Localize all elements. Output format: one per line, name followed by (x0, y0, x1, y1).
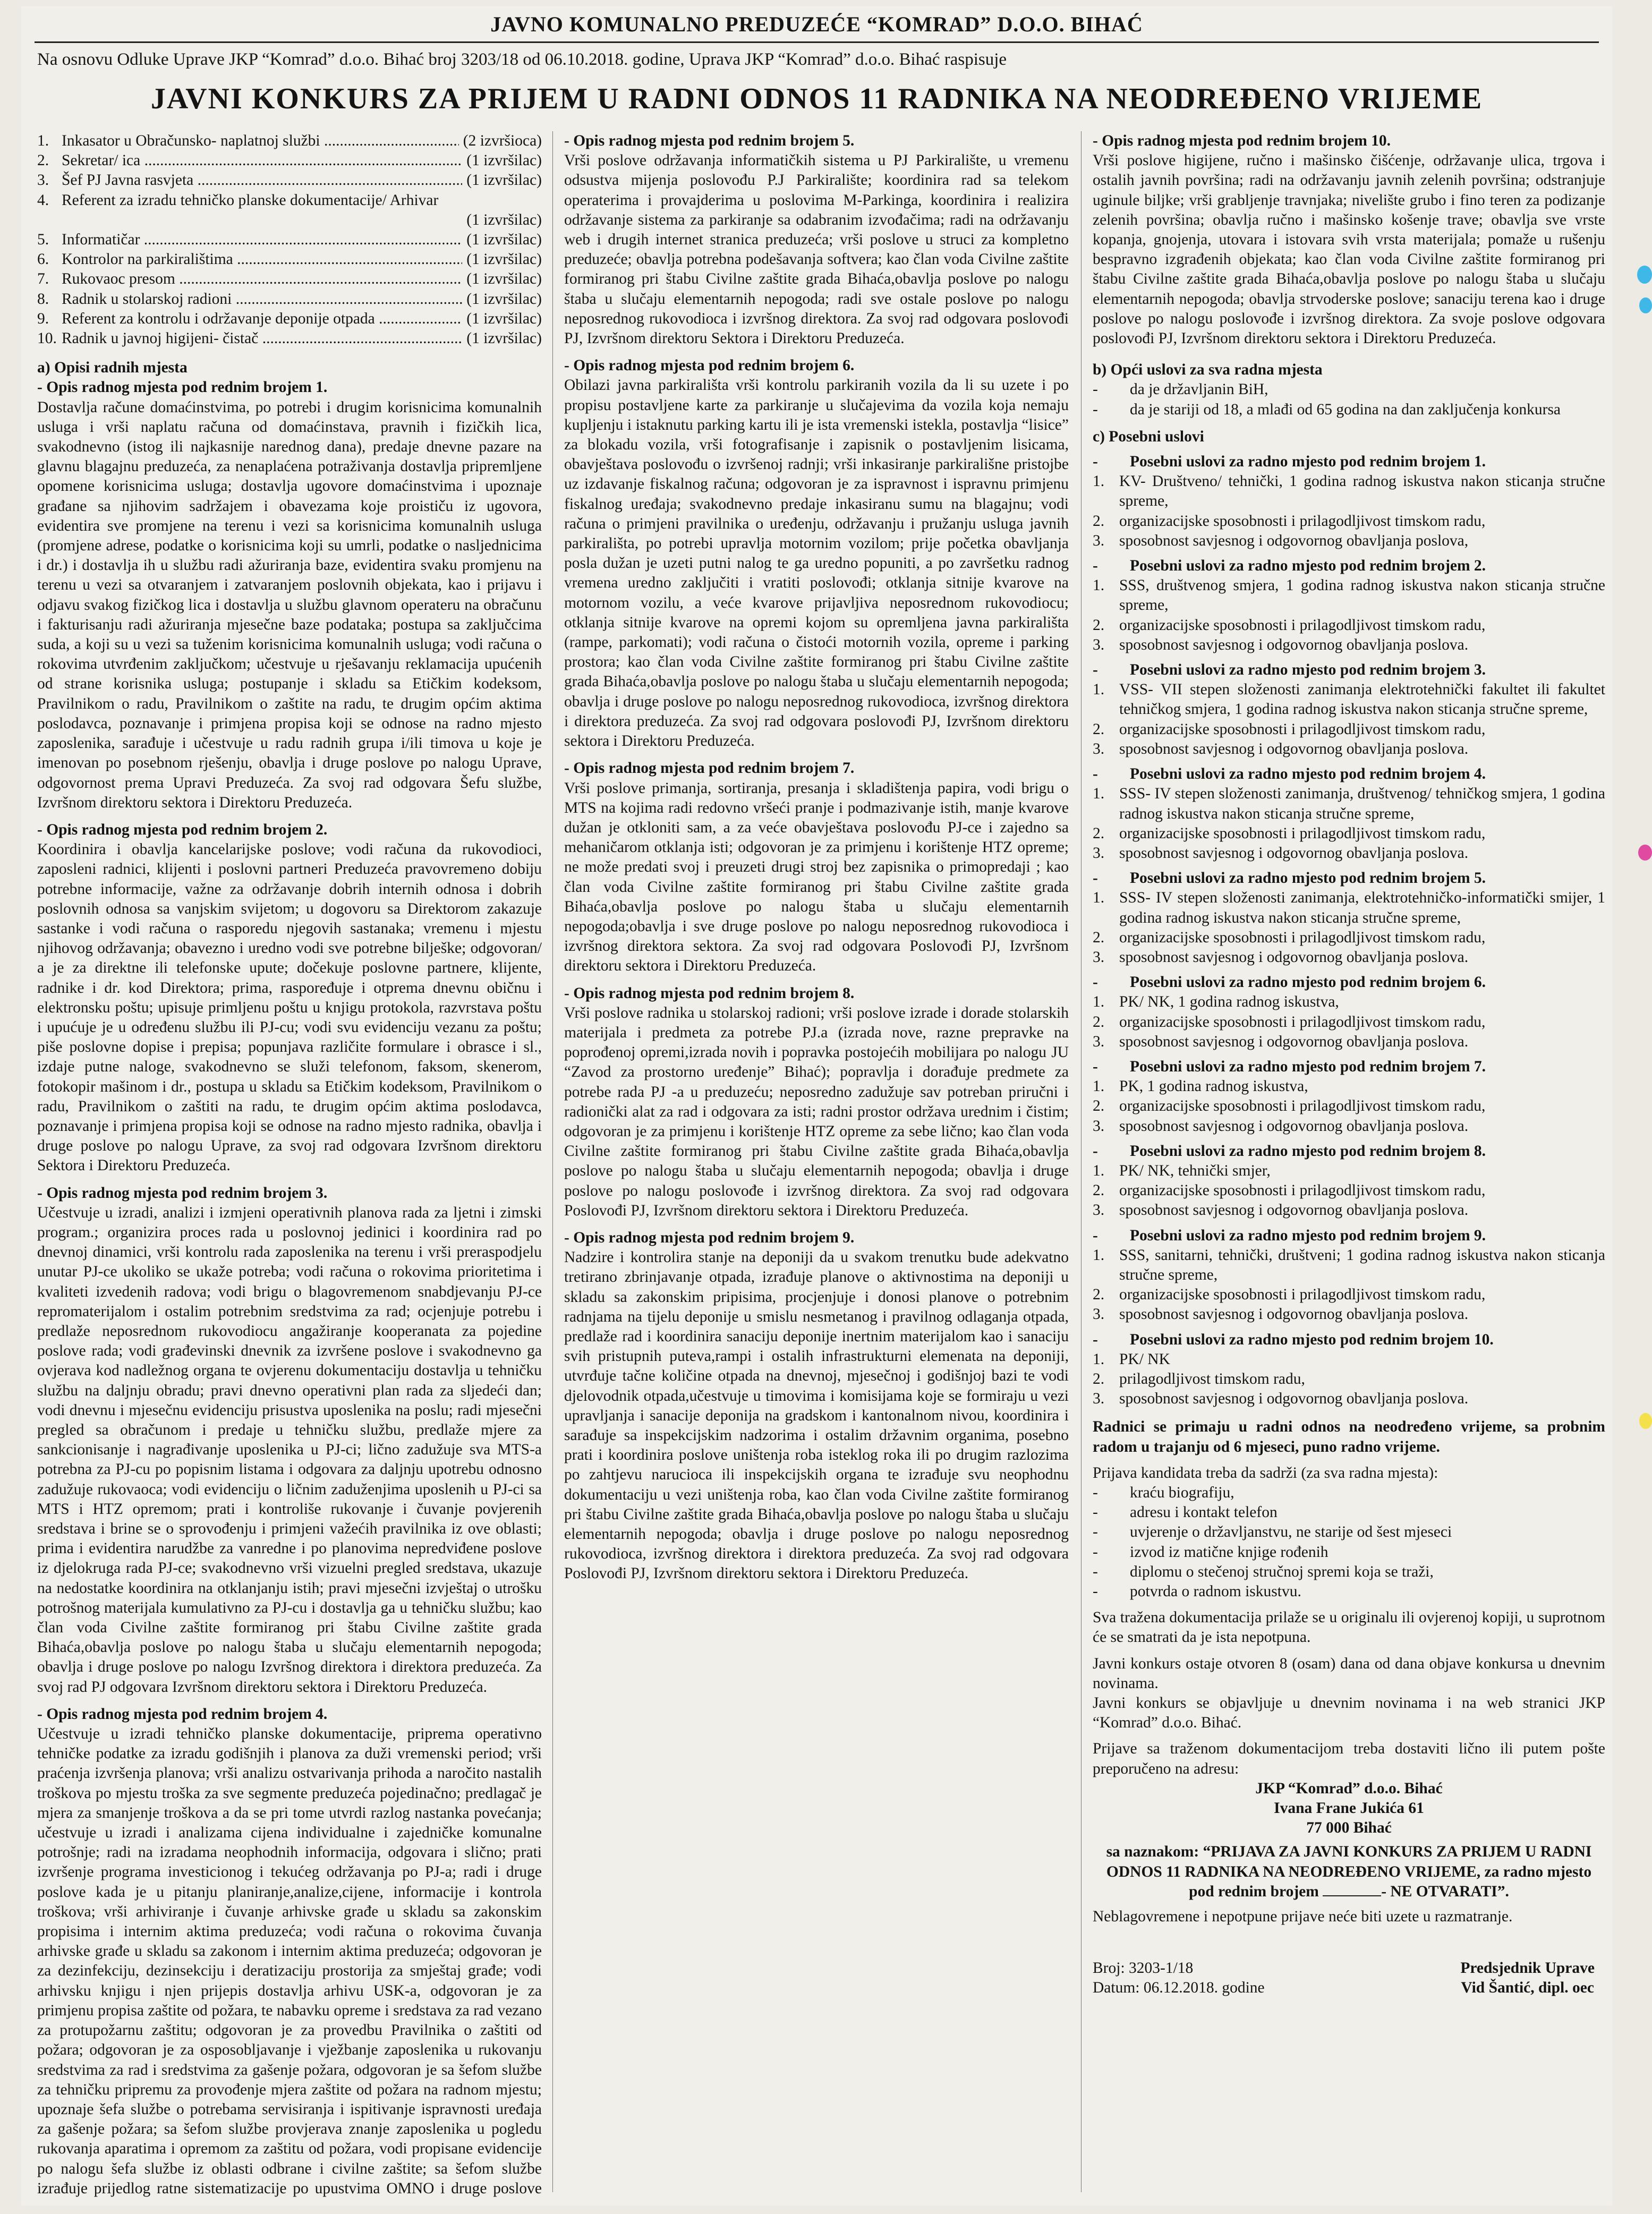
application-item-text: potvrda o radnom iskustvu. (1130, 1583, 1301, 1600)
organization-name: JAVNO KOMUNALNO PREDUZEĆE “KOMRAD” D.O.O. BIHAĆ (490, 12, 1143, 36)
description-text: Učestvuje u izradi tehničko planske dokumentacije, priprema operativno tehničke podatke za izradu godišnjih i planova za duži vremenski period; vrši praćenja izvršenja planova; vrši analizu ostvarivanja prihoda a naročito nastalih troškova po mjestu troška za sve segmente preduzeća pojedinačno; predlagač je mjera za smanjenje troškova a da se pri tome utvrdi razlog nastanka povećanja; učestvuje u izradi i analizama cijena individualne i zajedničke komunalne potrošnje; radi na izradama neophodnih informacija, odgovara i slično; prati izvršenje programa investicionog i tekućeg održavanja po PJ-a; radi i druge poslove kada je u pitanju planiranje,analize,cijene, informacije i kontrola troškova; vrši arhiviranje i čuvanje arhivske građe u skladu sa zakonskim propisima i internim aktima preduzeća; vodi računa o rokovima čuvanja arhivske građe u skladu sa zakonom i internim aktima preduzeća; odgovoran je za dezinfekciju, dezinsekciju i deratizaciju prostorija za smještaj građe; vodi arhivsku knjigu i njen prijepis dostavlja arhivu USK-a, odgovoran je za primjenu propisa zaštite od požara, te nabavku opreme i sredstava za rad vezano za protupožarnu zaštitu; odgovoran je za provedbu Pravilnika o zaštiti od požara; odgovoran je za osposobljavanje i vježbanje zaposlenika u rukovanju sredstvima za rad i sredstvima za gašenje požara, odgovoran je sa šefom službe za tehničku pripremu za provođenje mjera zaštite od požara na radnom mjestu; upoznaje šefa službe o potrebama servisiranja i ispitivanje ispravnosti uređaja za gašenje požara; sa šefom službe provjerava znanje zaposlenika u pogledu rukovanja aparatima i opremom za zaštitu od požara, vodi propisane evidencije po nalogu šefa službe iz oblasti odbrane i civilne zaštite; sa šefom službe izrađuje prijedlog ratne sistematizacije po upustvima OMNO i druge poslove (37, 1725, 542, 2197)
application-item-text: diplomu o stečenoj stručnoj spremi koja se traži, (1130, 1563, 1434, 1580)
position-number: 9. (37, 310, 49, 327)
application-item: - uvjerenje o državljanstvu, ne starije od šest mjeseci (1093, 1522, 1605, 1542)
position-number: 2. (37, 152, 49, 169)
special-condition-item: 2. organizacijske sposobnosti i prilagodljivost timskom radu, (1093, 1012, 1605, 1032)
envelope-marking (1093, 1842, 1605, 1902)
general-condition: - da je stariji od 18, a mlađi od 65 godina na dan zaključenja konkursa (1093, 400, 1605, 420)
column-2 (564, 131, 1069, 2198)
special-condition-item: 2. organizacijske sposobnosti i prilagodljivost timskom radu, (1093, 512, 1605, 531)
special-condition-item: 3. sposobnost savjesnog i odgovornog obavljanja poslova. (1093, 948, 1605, 967)
special-condition-item: 2. organizacijske sposobnosti i prilagodljivost timskom radu, (1093, 824, 1605, 844)
application-item-text: uvjerenje o državljanstvu, ne starije od šest mjeseci (1130, 1523, 1452, 1541)
position-number: 6. (37, 251, 49, 268)
special-condition-heading: - Posebni uslovi za radno mjesto pod rednim brojem 7. (1093, 1057, 1605, 1077)
special-condition-item: 1. PK/ NK, tehnički smjer, (1093, 1161, 1605, 1181)
position-item (37, 230, 542, 250)
special-condition-text: KV- Društveno/ tehnički, 1 godina radnog iskustva nakon sticanja stručne spreme, (1119, 473, 1605, 510)
position-count: (1 izvršilac) (466, 290, 542, 308)
special-condition-heading: - Posebni uslovi za radno mjesto pod rednim brojem 8. (1093, 1142, 1605, 1161)
special-condition-item: 2. organizacijske sposobnosti i prilagodljivost timskom radu, (1093, 1181, 1605, 1200)
position-item (37, 250, 542, 269)
application-item: - kraću biografiju, (1093, 1483, 1605, 1503)
position-item (37, 289, 542, 309)
publication-note: Javni konkurs se objavljuje u dnevnim novinama i na web stranici JKP “Komrad” d.o.o. Bihać. (1093, 1694, 1605, 1732)
special-condition-item: 1. PK/ NK (1093, 1350, 1605, 1369)
special-condition-text: PK/ NK, tehnički smjer, (1119, 1162, 1271, 1179)
position-count: (1 izvršilac) (466, 231, 542, 249)
position-name: Inkasator u Obračunsko- naplatnoj službi ..... (62, 131, 459, 151)
condition-text: da je stariji od 18, a mlađi od 65 godina na dan zaključenja konkursa (1130, 401, 1561, 418)
position-name: Šef PJ Javna rasvjeta ..... (62, 171, 462, 190)
special-condition-text: sposobnost savjesnog i odgovornog obavljanja poslova. (1119, 1202, 1469, 1219)
special-condition-text: PK/ NK, 1 godina radnog iskustva, (1119, 993, 1339, 1011)
position-number: 10. (37, 330, 57, 347)
special-condition-text: organizacijske sposobnosti i prilagodljivost timskom radu, (1119, 720, 1486, 738)
special-condition-text: PK/ NK (1119, 1350, 1170, 1368)
document-number: Broj: 3203-1/18 (1093, 1960, 1194, 1977)
position-count: (1 izvršilac) (466, 270, 542, 288)
position-count: (1 izvršilac) (466, 251, 542, 268)
special-condition-text: organizacijske sposobnosti i prilagodljivost timskom radu, (1119, 1286, 1486, 1304)
signer (1460, 1958, 1605, 1998)
special-condition-heading-text: Posebni uslovi za radno mjesto pod rednim brojem 7. (1130, 1058, 1486, 1075)
special-condition-text: PK, 1 godina radnog iskustva, (1119, 1078, 1308, 1095)
special-condition-item: 3. sposobnost savjesnog i odgovornog obavljanja poslova, (1093, 531, 1605, 551)
delivery-note: Prijave sa traženom dokumentacijom treba dostaviti lično ili putem pošte preporučeno na adresu: (1093, 1740, 1605, 1777)
description-heading: - Opis radnog mjesta pod rednim brojem 5. (564, 132, 855, 149)
special-condition-item: 1. PK/ NK, 1 godina radnog iskustva, (1093, 992, 1605, 1012)
description-heading: - Opis radnog mjesta pod rednim brojem 10. (1093, 132, 1391, 149)
special-condition-text: SSS- IV stepen složenosti zanimanja, elektrotehničko-informatički smijer, 1 godina radnog iskustva nakon sticanja stručne spreme, (1119, 889, 1605, 926)
general-condition: - da je državljanin BiH, (1093, 380, 1605, 399)
announcement-title: JAVNI KONKURS ZA PRIJEM U RADNI ODNOS 11 RADNIKA NA NEODREĐENO VRIJEME (150, 82, 1483, 115)
application-items (1093, 1483, 1605, 1602)
description-text: Nadzire i kontrolira stanje na deponiji da u svakom trenutku bude adekvatno tretirano zbrinjavanje otpada, izrađuje planove o aktivnostima na deponiji u skladu sa zakonskim pripisima, procjenjuje i donosi planove o potrebnim radnjama na tijelu deponije u smislu nesmetanog i pravilnog odlaganja otpada, predlaže rad i koordinira sanaciju deponije inertnim materijalom kao i sanaciju svih pristupnih puteva,rampi i ostalih infrastrukturni elemenata na deponiji, utvrđuje tačne količine otpada na dnevnoj, mjesečnoj i godišnjoj bazi te vodi djelovodnik otpada,učestvuje u timovima i komisijama koje se formiraju u vezi upravljanja i sanacije deponija na gradskom i kantonalnom nivou, koordinira i sarađuje sa inspekcijskim nadzorima i ostalim državnim organima, posebno prati i koordinira poslove uništenja roba isteklog roka ili po drugim razlozima po zahtjevu narucioca ili inspekcijskih organa te izrađuje svu neophodnu dokumentaciju u vezi uništenja roba, kao član voda Civilne zaštite formiranog pri štabu Civilne zaštite grada Bihaća,obavlja poslove po nalogu štaba u slučaju elementarnih nepogoda; obavlja i druge poslove po nalogu neposrednog rukovodioca, izvršnog direktora i direktora preduzeća. Za svoj rad odgovara Poslovođi PJ, Izvršnom direktoru sektora i Direktoru Preduzeća. (564, 1249, 1069, 1582)
description-heading: - Opis radnog mjesta pod rednim brojem 9. (564, 1229, 855, 1246)
special-condition-item: 2. organizacijske sposobnosti i prilagodljivost timskom radu, (1093, 720, 1605, 739)
description-text: Vrši poslove primanja, sortiranja, presanja i skladištenja papira, vodi brigu o MTS na kojima radi redovno vršeći pranje i podmazivanje istih, manje kvarove dužan je otkloniti sam, a za veće obavještava poslovođu PJ-ce i zajedno sa mehaničarom otklanja isti; odgovoran je za primjenu i korištenje HTZ opreme; ne može predati svoj i preuzeti drugi stroj bez zapisnika o primopredaji ; kao član voda Civilne zaštite formiranog pri štabu Civilne zaštite grada Bihaća,obavlja poslove po nalogu štaba u slučaju elementarnih nepogoda;obavlja i sve druge poslove po nalogu neposrednog rukovodioca i izvršnog direktora sektora. Za svoj rad odgovara Poslovođi PJ, Izvršnom direktoru sektora i Direktoru Preduzeća. (564, 779, 1069, 975)
special-condition-text: sposobnost savjesnog i odgovornog obavljanja poslova. (1119, 740, 1469, 757)
documents-note: Sva tražena dokumentacija prilaže se u originalu ili ovjerenoj kopiji, u suprotnom će se smatrati da je ista nepotpuna. (1093, 1609, 1605, 1646)
position-count: (1 izvršilac) (466, 310, 542, 327)
special-condition-text: sposobnost savjesnog i odgovornog obavljanja poslova. (1119, 844, 1469, 862)
special-condition-item: 2. organizacijske sposobnosti i prilagodljivost timskom radu, (1093, 928, 1605, 948)
document-reference (1093, 1958, 1265, 1998)
special-condition-item: 2. organizacijske sposobnosti i prilagodljivost timskom radu, (1093, 1285, 1605, 1305)
newspaper-page (21, 6, 1612, 2206)
description-heading: - Opis radnog mjesta pod rednim brojem 4. (37, 1705, 328, 1723)
special-condition-item: 1. SSS, sanitarni, tehnički, društveni; 1 godina radnog iskustva nakon sticanja stručne spreme, (1093, 1246, 1605, 1285)
position-number: 3. (37, 172, 49, 189)
description-text: Koordinira i obavlja kancelarijske poslove; vodi računa da rukovodioci, zaposleni radnici, klijenti i poslovni partneri Preduzeća pravovremeno dobiju potrebne informacije, važne za održavanje dobrih internih odnosa i dobrih poslovnih odnosa sa vanjskim svijetom; u dogovoru sa Direktorom zakazuje sastanke i vodi računa o rasporedu njegovih sastanaka; vremenu i mjestu njihovog održavanja; obavezno i uredno vodi sve potrebne bilješke; odgovoran/ a je za direktne ili telefonske upute; dočekuje poslovne partnere, klijente, radnike i dr. kod Direktora; prima, raspoređuje i otprema dnevnu običnu i elektronsku poštu; upisuje primljenu poštu u knjigu protokola, razvrstava poštu i upućuje je u određenu službu ili PJ-cu; vodi svu evidenciju vezanu za poštu; piše poslovne dopise i prepisa; popunjava različite formulare i obrasce i sl., izdaje putne naloge, svakodnevno se služi telefonom, faksom, skenerom, fotokopir mašinom i dr., postupa u skladu sa Etičkim kodeksom, Pravilnikom o radu, Pravilnikom o zaštiti na radu, te drugim općim aktima poslodavca, poznavanje i primjena propisa koji se odnose na radno mjesto radnika, obavlja i druge poslove po nalogu Uprave, za svoj rad odgovara Izvršnom direktoru Sektora i Direktoru Preduzeća. (37, 841, 542, 1174)
marking-end: - NE OTVARATI”. (1381, 1883, 1509, 1900)
registration-mark (1638, 845, 1652, 861)
position-count: (1 izvršilac) (466, 152, 542, 169)
special-condition-heading: - Posebni uslovi za radno mjesto pod rednim brojem 2. (1093, 556, 1605, 576)
special-condition-text: SSS, društvenog smjera, 1 godina radnog iskustva nakon sticanja stručne spreme, (1119, 577, 1605, 614)
section-a-heading: a) Opisi radnih mjesta (37, 359, 188, 377)
special-condition-text: SSS, sanitarni, tehnički, društveni; 1 godina radnog iskustva nakon sticanja stručne spreme, (1119, 1246, 1605, 1283)
special-condition-heading-text: Posebni uslovi za radno mjesto pod rednim brojem 10. (1130, 1331, 1494, 1348)
special-condition-heading: - Posebni uslovi za radno mjesto pod rednim brojem 6. (1093, 973, 1605, 992)
special-condition-text: sposobnost savjesnog i odgovornog obavljanja poslova. (1119, 1033, 1469, 1050)
position-name: Informatičar ..... (62, 230, 462, 250)
position-count: (2 izvršioca) (463, 132, 542, 149)
special-condition-heading: - Posebni uslovi za radno mjesto pod rednim brojem 3. (1093, 660, 1605, 680)
column-divider (552, 131, 553, 2192)
description-heading: - Opis radnog mjesta pod rednim brojem 8. (564, 984, 855, 1002)
column-divider (1081, 131, 1082, 2192)
special-condition-heading: - Posebni uslovi za radno mjesto pod rednim brojem 5. (1093, 868, 1605, 888)
registration-mark (1639, 1413, 1652, 1429)
special-condition-item: 1. VSS- VII stepen složenosti zanimanja elektrotehnički fakultet ili fakultet tehničkog smjera, 1 godina radnog iskustva nakon sticanja stručne spreme, (1093, 680, 1605, 719)
description-text: Obilazi javna parkirališta vrši kontrolu parkiranih vozila da li su uzete i po propisu postavljene karte za parkiranje u slučajevima da vozila koja nemaju kupljenju i istaknutu parking kartu ili je ista vremenski istekla, postavlja “lisice” za blokadu vozila, vrši fotografisanje i zapisnik o postavljenim lisicama, obavještava poslovođu o izvršenoj radnji; vrši inkasiranje parkirališne pristojbe uz izdavanje fiskalnog računa; odgovoran je za ispravnost i ispravnu primjenu fiskalnog uređaja; svakodnevno predaje inkasiranu sumu na blagajnu; vodi računa o primjeni pravilnika o uređenju, održavanju i pružanju usluga javnih parkirališta, po potrebi upravlja motornim vozilom; prije početka obavljanja posla dužan je uzeti putni nalog te ga uredno popuniti, a po završetku radnog vremena uredno zaključiti i vratiti poslovođi; otklanja sitnije kvarove na motornom vozilu, a veće kvarove prijavljiva neposrednom rukovodiocu; otklanja sitnije kvarove na opremi kojom su opremljena javna parkirališta (rampe, parkomati); vodi računa o čistoći motornih vozila, opreme i parking prostora; kao član voda Civilne zaštite formiranog pri štabu Civilne zaštite grada Bihaća,obavlja poslove po nalogu štaba u slučaju elementarnih nepogoda; obavlja i druge poslove po nalogu neposrednog rukovodioca, izvršnog direktora i direktora preduzeća. Za svoj rad odgovara poslovođi PJ, Izvršnom direktoru sektora i Direktoru Preduzeća. (564, 377, 1069, 750)
special-condition-item: 2. organizacijske sposobnosti i prilagodljivost timskom radu, (1093, 616, 1605, 635)
special-condition-text: sposobnost savjesnog i odgovornog obavljanja poslova. (1119, 636, 1469, 653)
special-condition-heading: - Posebni uslovi za radno mjesto pod rednim brojem 10. (1093, 1330, 1605, 1350)
special-condition-text: organizacijske sposobnosti i prilagodljivost timskom radu, (1119, 824, 1486, 842)
special-condition-text: sposobnost savjesnog i odgovornog obavljanja poslova. (1119, 1306, 1469, 1323)
document-date: Datum: 06.12.2018. godine (1093, 1979, 1265, 1997)
special-condition-item: 1. SSS- IV stepen složenosti zanimanja, elektrotehničko-informatički smijer, 1 godina radnog iskustva nakon sticanja stručne spreme, (1093, 888, 1605, 927)
position-name: Referent za izradu tehničko planske dokumentacije/ Arhivar (62, 191, 439, 209)
position-item (37, 309, 542, 329)
special-condition-text: VSS- VII stepen složenosti zanimanja elektrotehnički fakultet ili fakultet tehničkog smjera, 1 godina radnog iskustva nakon sticanja stručne spreme, (1119, 681, 1605, 718)
positions-list (37, 131, 542, 348)
position-name: Rukovaoc presom ..... (62, 269, 462, 289)
description-text: Vrši poslove higijene, ručno i mašinsko čišćenje, održavanje ulica, trgova i ostalih javnih površina; radi na održavanju javnih zelenih površina; odstranjuje uginule biljke; vrši grabljenje travnjaka; nivelište grubo i fino teren za podizanje zelenih površina; obavlja ručno i mašinsko košenje trave; obavlja sve vrste kopanja, gnojenja, utovara i istovara svih vrsta materijala; pomaže u rušenju bespravno izgrađenih objekata; kao član voda Civilne zaštite formiranog pri štabu Civilne zaštite grada Bihaća,obavlja poslove po nalogu štaba u slučaju elementarnih nepogoda; obavlja strvoderske poslove; sanaciju terena kao i druge poslove po nalogu poslovođe i izvršnog direktora. Za svoje poslove odgovara poslovođi PJ, Izvršnom direktoru sektora i Direktoru Preduzeća. (1093, 152, 1605, 347)
special-condition-item: 3. sposobnost savjesnog i odgovornog obavljanja poslova. (1093, 1032, 1605, 1052)
special-condition-item: 2. prilagodljivost timskom radu, (1093, 1369, 1605, 1389)
signature-block (1093, 1958, 1605, 1998)
position-item (37, 171, 542, 190)
application-item: - diplomu o stečenoj stručnoj spremi koja se traži, (1093, 1562, 1605, 1582)
application-intro: Prijava kandidata treba da sadrži (za sva radna mjesta): (1093, 1464, 1438, 1481)
special-condition-item: 3. sposobnost savjesnog i odgovornog obavljanja poslova. (1093, 739, 1605, 759)
header-divider (35, 41, 1599, 43)
special-conditions (1093, 452, 1605, 1409)
description-text: Vrši poslove radnika u stolarskoj radioni; vrši poslove izrade i dorade stolarskih materijala i predmeta za potrebe PJ.a (izrada nove, razne prepravke na poprođenoj opremi,izrada novih i popravka postojećih mobilijara po nalogu JU “Zavod za prostorno uređenje” Bihać); popravlja i dorađuje predmete za potrebe rada PJ -a u preduzeću; neposredno zadužuje sav potreban priručni i radionički alat za rad i odgovara za isti; radni prostor održava urednim i čistim; odgovoran je za primjenu i korištenje HTZ opreme za sebe lično; kao član voda Civilne zaštite formiranog pri štabu Civilne zaštite grada Bihaća,obavlja poslove po nalogu štaba u slučaju elementarnih nepogoda; obavlja i druge poslove po nalogu poslovođe i izvršnog direktora. Za svoj rad odgovara Poslovođi PJ, Izvršnom direktoru sektora i Direktoru Preduzeća. (564, 1004, 1069, 1219)
description-text: Vrši poslove održavanja informatičkih sistema u PJ Parkiralište, u vremenu odsustva mijenja poslovođu P.J Parkiralište; koordinira rad sa telekom operaterima i provajderima u poslovima M-Parkinga, koordinira i realizira održavanje sistema za parkiranje sa odabranim izvođačima; radi na održavanju web i drugih internet stranica preduzeća; vrši poslove u struci za kompletno preduzeće; obavlja potrebna podešavanja softvera; kao član voda Civilne zaštite formiranog pri štabu Civilne zaštite grada Bihaća,obavlja poslove po nalogu štaba u slučaju elementarnih nepogoda; radi sve ostale poslove po nalogu neposrednog rukovodioca i izvršnog direktora. Za svoj rad odgovara poslovođi PJ, Izvršnom direktoru Sektora i Direktoru Preduzeća. (564, 152, 1069, 347)
special-condition-text: sposobnost savjesnog i odgovornog obavljanja poslova, (1119, 532, 1469, 549)
special-condition-heading-text: Posebni uslovi za radno mjesto pod rednim brojem 6. (1130, 974, 1486, 991)
description-text: Učestvuje u izradi, analizi i izmjeni operativnih planova rada za ljetni i zimski program.; organizira proces rada u poslovnoj jedinici i koordinira rad po dnevnoj dinamici, vrši kontrolu rada zaposlenika na terenu i vrši preraspodjelu unutar PJ-ce ukoliko se ukaže potreba; vodi računa o rokovima prioritetima i kvaliteti izvedenih radova; vodi brigu o blagovremenom snabdjevanju PJ-ce repromaterijalom i ostalim potrebnim sredstvima za rad; ocjenjuje potrebu i predlaže neposrednom rukovodiocu angažiranje kooperanata za pojedine poslove rada; vodi građevinski dnevnik za izvršene poslove i svakodnevno ga ovjerava kod nadležnog organa te ovjerenu dokumentaciju dostavlja u tehničku službu na daljnju obradu; pravi dnevno operativni plan rada za sljedeći dan; vodi dnevnu i mjesečnu evidenciju prisustva uposlenika na poslu; radi mjesečni pregled sa obračunom i predaje u tehničku službu, predlaže mjere za sankcionisanje i nagrađivanje uposlenika u PJ-ci; lično zadužuje sva MTS-a potrebna za PJ-cu po popisnim listama i odgovara za daljnju upotrebu odnosno zadužuje rukovaoca; vodi evidenciju o ličnim zaduženjima uposlenih u PJ-ci sa MTS i HTZ opremom; prati i kontroliše rukovanje i čuvanje povjerenih sredstava i brine se o sprovođenju i primjeni važećih pravilnika iz ove oblasti; prima i evidentira narudžbe za vanredne i po planovima nepredviđene poslove iz djelokruga rada PJ-ce; svakodnevno vrši vizuelni pregled sredstava, ukazuje na nedostatke koordinira na otklanjanju istih; pravi mjesečni izvještaj o utrošku potrošnog materijala kumulativno za PJ-cu i dostavlja ga u tehničku službu; kao član voda Civilne zaštite formiranog pri štabu Civilne zaštite grada Bihaća,obavlja poslove po nalogu štaba u slučaju elementarnih nepogoda; obavlja i druge poslove po nalogu Izvršnog direktora i direktora preduzeća. Za svoj rad PJ odgovara Izvršnom direktoru sektora i Direktoru Preduzeća. (37, 1204, 542, 1696)
special-condition-text: prilagodljivost timskom radu, (1119, 1370, 1305, 1387)
registration-mark (1637, 266, 1652, 284)
position-number: 1. (37, 132, 49, 149)
special-condition-item: 2. organizacijske sposobnosti i prilagodljivost timskom radu, (1093, 1096, 1605, 1116)
description-heading: - Opis radnog mjesta pod rednim brojem 7. (564, 760, 855, 777)
special-condition-item: 1. KV- Društveno/ tehnički, 1 godina radnog iskustva nakon sticanja stručne spreme, (1093, 472, 1605, 511)
special-condition-heading: - Posebni uslovi za radno mjesto pod rednim brojem 1. (1093, 452, 1605, 472)
special-condition-text: SSS- IV stepen složenosti zanimanja, društvenog/ tehničkog smjera, 1 godina radnog iskustva nakon sticanja stručne spreme, (1119, 785, 1605, 822)
special-condition-heading: - Posebni uslovi za radno mjesto pod rednim brojem 9. (1093, 1226, 1605, 1246)
probation-note: Radnici se primaju u radni odnos na neodređeno vrijeme, sa probnim radom u trajanju od 6 mjeseci, puno radno vrijeme. (1093, 1418, 1605, 1455)
description-heading: - Opis radnog mjesta pod rednim brojem 1. (37, 379, 328, 396)
marking-text: “PRIJAVA ZA JAVNI KONKURS ZA PRIJEM U RADNI ODNOS 11 RADNIKA NA NEODREĐENO VRIJEME, za radno mjesto pod rednim brojem (1106, 1843, 1592, 1900)
position-item (37, 191, 542, 210)
special-condition-item: 1. SSS, društvenog smjera, 1 godina radnog iskustva nakon sticanja stručne spreme, (1093, 576, 1605, 615)
special-condition-item: 3. sposobnost savjesnog i odgovornog obavljanja poslova. (1093, 635, 1605, 655)
position-number: 8. (37, 290, 49, 308)
position-name: Kontrolor na parkiralištima ..... (62, 250, 462, 269)
position-number: 4. (37, 191, 49, 209)
special-condition-item: 3. sposobnost savjesnog i odgovornog obavljanja poslova. (1093, 1117, 1605, 1136)
position-name: Radnik u javnoj higijeni- čistač ..... (62, 329, 462, 348)
special-condition-text: sposobnost savjesnog i odgovornog obavljanja poslova. (1119, 1390, 1469, 1408)
position-count: (1 izvršilac) (466, 330, 542, 347)
special-condition-text: organizacijske sposobnosti i prilagodljivost timskom radu, (1119, 1182, 1486, 1199)
position-item (37, 151, 542, 171)
column-3 (1093, 131, 1605, 2198)
section-c-heading: c) Posebni uslovi (1093, 428, 1204, 445)
application-item-text: adresu i kontakt telefon (1130, 1504, 1278, 1521)
special-condition-text: organizacijske sposobnosti i prilagodljivost timskom radu, (1119, 512, 1486, 530)
special-condition-item: 1. SSS- IV stepen složenosti zanimanja, društvenog/ tehničkog smjera, 1 godina radnog iskustva nakon sticanja stručne spreme, (1093, 784, 1605, 823)
description-heading: - Opis radnog mjesta pod rednim brojem 2. (37, 821, 328, 838)
position-item (37, 329, 542, 348)
position-item (37, 131, 542, 151)
special-condition-heading-text: Posebni uslovi za radno mjesto pod rednim brojem 9. (1130, 1227, 1486, 1244)
special-condition-item: 3. sposobnost savjesnog i odgovornog obavljanja poslova. (1093, 1305, 1605, 1324)
special-condition-item: 3. sposobnost savjesnog i odgovornog obavljanja poslova. (1093, 1389, 1605, 1409)
position-count: (1 izvršilac) (466, 211, 542, 228)
section-b-heading: b) Opći uslovi za sva radna mjesta (1093, 361, 1323, 379)
special-condition-heading-text: Posebni uslovi za radno mjesto pod rednim brojem 5. (1130, 870, 1486, 887)
special-condition-heading-text: Posebni uslovi za radno mjesto pod rednim brojem 4. (1130, 765, 1486, 783)
description-heading: - Opis radnog mjesta pod rednim brojem 3. (37, 1184, 328, 1202)
special-condition-heading-text: Posebni uslovi za radno mjesto pod rednim brojem 3. (1130, 661, 1486, 679)
application-item-text: izvod iz matične knjige rođenih (1130, 1543, 1329, 1561)
special-condition-item: 3. sposobnost savjesnog i odgovornog obavljanja poslova. (1093, 844, 1605, 863)
description-heading: - Opis radnog mjesta pod rednim brojem 6. (564, 357, 855, 374)
special-condition-text: organizacijske sposobnosti i prilagodljivost timskom radu, (1119, 1013, 1486, 1031)
special-condition-text: organizacijske sposobnosti i prilagodljivost timskom radu, (1119, 929, 1486, 946)
signer-name: Vid Šantić, dipl. oec (1461, 1979, 1594, 1997)
special-condition-text: sposobnost savjesnog i odgovornog obavljanja poslova. (1119, 948, 1469, 966)
position-name: Referent za kontrolu i održavanje deponije otpada ..... (62, 309, 462, 329)
special-condition-heading: - Posebni uslovi za radno mjesto pod rednim brojem 4. (1093, 764, 1605, 784)
column-1 (37, 131, 542, 2198)
signer-title: Predsjednik Uprave (1460, 1960, 1595, 1977)
special-condition-item: 3. sposobnost savjesnog i odgovornog obavljanja poslova. (1093, 1200, 1605, 1220)
intro-text: Na osnovu Odluke Uprave JKP “Komrad” d.o.o. Bihać broj 3203/18 od 06.10.2018. godine, Uprava JKP “Komrad” d.o.o. Bihać raspisuje (37, 50, 1007, 69)
condition-text: da je državljanin BiH, (1130, 381, 1268, 398)
special-condition-text: sposobnost savjesnog i odgovornog obavljanja poslova. (1119, 1117, 1469, 1135)
special-condition-heading-text: Posebni uslovi za radno mjesto pod rednim brojem 2. (1130, 557, 1486, 575)
incomplete-note: Neblagovremene i nepotpune prijave neće biti uzete u razmatranje. (1093, 1908, 1513, 1926)
application-item: - potvrda o radnom iskustvu. (1093, 1582, 1605, 1602)
marking-prefix: sa naznakom: (1106, 1843, 1199, 1861)
address-line: Ivana Frane Jukića 61 (1274, 1800, 1424, 1817)
address-line: 77 000 Bihać (1306, 1819, 1392, 1837)
registration-mark (1639, 297, 1652, 313)
position-item (37, 269, 542, 289)
application-item-text: kraću biografiju, (1130, 1484, 1234, 1501)
position-name: Radnik u stolarskoj radioni ..... (62, 289, 462, 309)
position-number-blank (1323, 1895, 1381, 1896)
special-condition-heading-text: Posebni uslovi za radno mjesto pod rednim brojem 1. (1130, 453, 1486, 471)
special-condition-text: organizacijske sposobnosti i prilagodljivost timskom radu, (1119, 1097, 1486, 1115)
position-name: Sekretar/ ica ..... (62, 151, 462, 171)
position-count: (1 izvršilac) (466, 172, 542, 189)
description-text: Dostavlja račune domaćinstvima, po potrebi i drugim korisnicima komunalnih usluga i vrši naplatu računa od domaćinstava, pravnih i fizičkih lica, svakodnevno (istog ili najkasnije narednog dana), predaje dnevne pazare na glavnu blagajnu preduzeća, za nenaplaćena potraživanja dostavlja pripremljene opomene korisnicima usluga; dostavlja ugovore domaćinstvima i upoznaje građane sa njihovim sadržajem i obavezama koje proističu iz ugovora, evidentira sve promjene na terenu i vezi sa korisnicima komunalnih usluga (promjene adrese, podatke o korisnicima koji su umrli, podatke o nasljednicima i dr.) i dostavlja ih u službu radi ažuriranja baze, evidentira svaku promjenu na terenu u vezi sa otvaranjem i zatvaranjem poslovnih objekata, kao i prijavu i odjavu svakog fizičkog lica i dostavlja u službu glavnom operateru na obračunu i fakturisanju radi ažuriranja mjesečne baze podataka; postupa sa zaključcima suda, a koji su u vezi sa tuženim korisnicima komunalnih usluga; vodi računa o rokovima utvrđenim zaključkom; učestvuje u rješavanju reklamacija upućenih od strane korisnika usluga; postupanje i skladu sa Etičkim kodeksom, Pravilnikom o radu, Pravilnikom o zaštite na radu, te drugim općim aktima poslodavca, poznavanje i primjena propisa koji se odnose na radno mjesto zaposlenika, sarađuje i učestvuje u radu radnih grupa i/ili timova u koje je imenovan po posebnom rješenju, obavlja i druge poslove po nalogu Uprave, odgovornost prema Upravi Preduzeća. Za svoj rad odgovara Šefu službe, Izvršnom direktoru sektora i Direktoru Preduzeća. (37, 398, 542, 811)
application-item: - adresu i kontakt telefon (1093, 1503, 1605, 1522)
application-item: - izvod iz matične knjige rođenih (1093, 1543, 1605, 1562)
position-number: 5. (37, 231, 49, 249)
position-number: 7. (37, 270, 49, 288)
special-condition-heading-text: Posebni uslovi za radno mjesto pod rednim brojem 8. (1130, 1142, 1486, 1160)
open-period-note: Javni konkurs ostaje otvoren 8 (osam) dana od dana objave konkursa u dnevnim novinama. (1093, 1655, 1605, 1692)
address-line: JKP “Komrad” d.o.o. Bihać (1255, 1779, 1443, 1797)
special-condition-text: organizacijske sposobnosti i prilagodljivost timskom radu, (1119, 616, 1486, 634)
special-condition-item: 1. PK, 1 godina radnog iskustva, (1093, 1077, 1605, 1096)
